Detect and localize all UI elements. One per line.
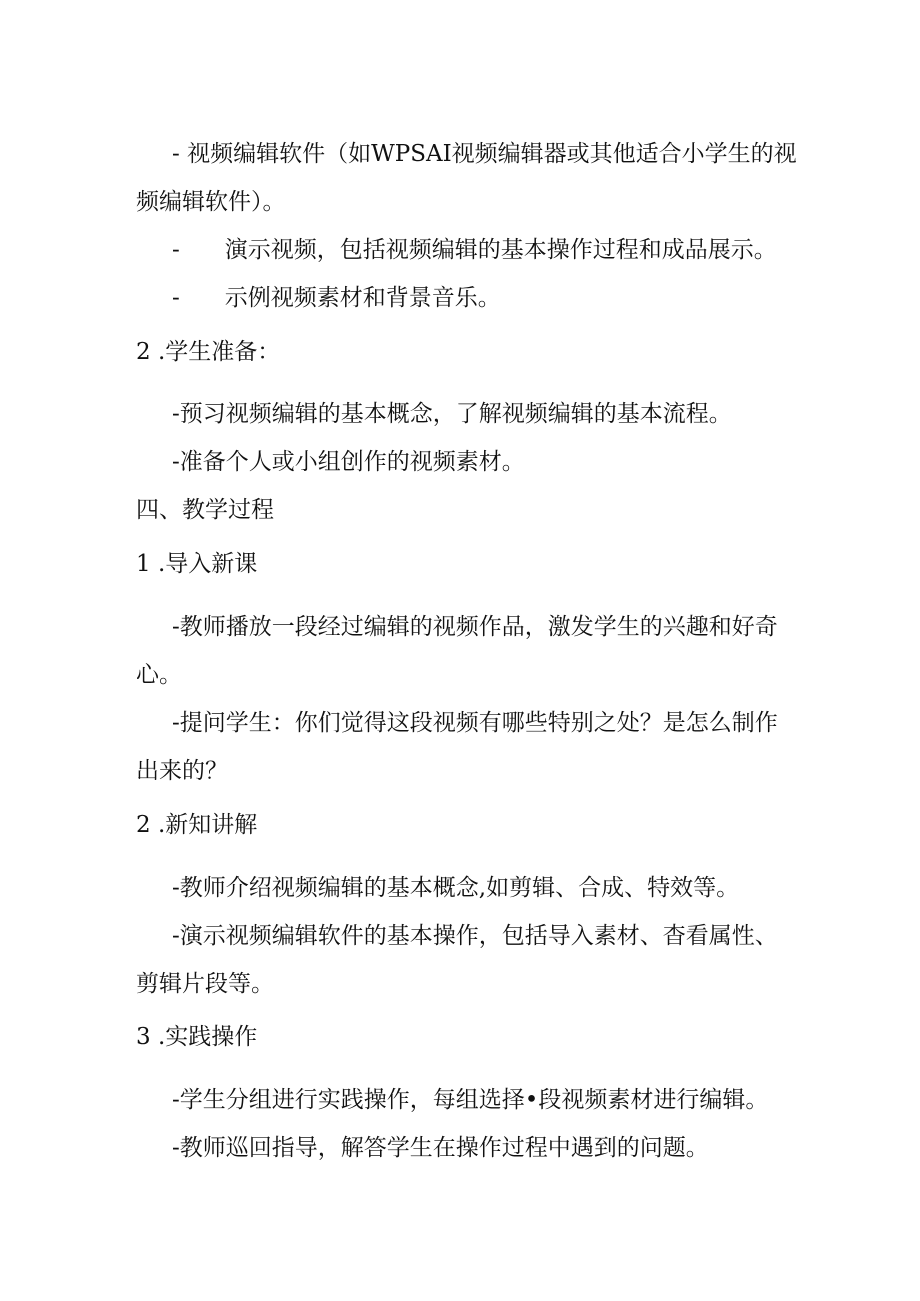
text-line	[172, 282, 501, 314]
section-heading	[136, 809, 257, 841]
list-number: 2	[136, 339, 151, 365]
text-line: 剪辑片段等。	[136, 971, 274, 997]
section-heading	[136, 1021, 257, 1053]
text-line: -准备个人或小组创作的视频素材。	[172, 449, 525, 475]
text-line: 出来的？	[136, 758, 228, 784]
text-line: 频编辑软件）。	[136, 189, 286, 215]
list-number: 3	[136, 1024, 151, 1050]
text-line: -提问学生：你们觉得这段视频有哪些特别之处？是怎么制作	[172, 710, 778, 736]
chapter-heading: 四、教学过程	[136, 497, 274, 523]
text-line: -教师介绍视频编辑的基本概念,如剪辑、合成、特效等。	[172, 875, 740, 901]
text-line: -学生分组进行实践操作，每组选择•段视频素材进行编辑。	[172, 1087, 769, 1113]
text-line: -演示视频编辑软件的基本操作，包括导入素材、杳看属性、	[172, 923, 778, 949]
section-heading	[136, 548, 257, 580]
section-heading-text: .实践操作	[158, 1024, 258, 1050]
section-heading-text: .学生准备：	[158, 339, 281, 365]
text-line	[172, 234, 777, 266]
text-line: -教师播放一段经过编辑的视频作品，激发学生的兴趣和好奇	[172, 614, 778, 640]
text-line: 心。	[136, 662, 182, 688]
text-line-content: 演示视频，包括视频编辑的基本操作过程和成品展示。	[224, 237, 777, 263]
list-dash: -	[172, 285, 180, 311]
section-heading-text: .导入新课	[158, 551, 258, 577]
list-dash: -	[172, 237, 180, 263]
text-line: -预习视频编辑的基本概念，了解视频编辑的基本流程。	[172, 401, 732, 427]
text-line: - 视频编辑软件（如WPSAI视频编辑器或其他适合小学生的视	[172, 141, 797, 167]
list-number: 1	[136, 551, 151, 577]
text-line-content: 示例视频素材和背景音乐。	[224, 285, 501, 311]
section-heading	[136, 336, 280, 368]
section-heading-text: .新知讲解	[158, 812, 258, 838]
text-line: -教师巡回指导，解答学生在操作过程中遇到的问题。	[172, 1135, 709, 1161]
list-number: 2	[136, 812, 151, 838]
